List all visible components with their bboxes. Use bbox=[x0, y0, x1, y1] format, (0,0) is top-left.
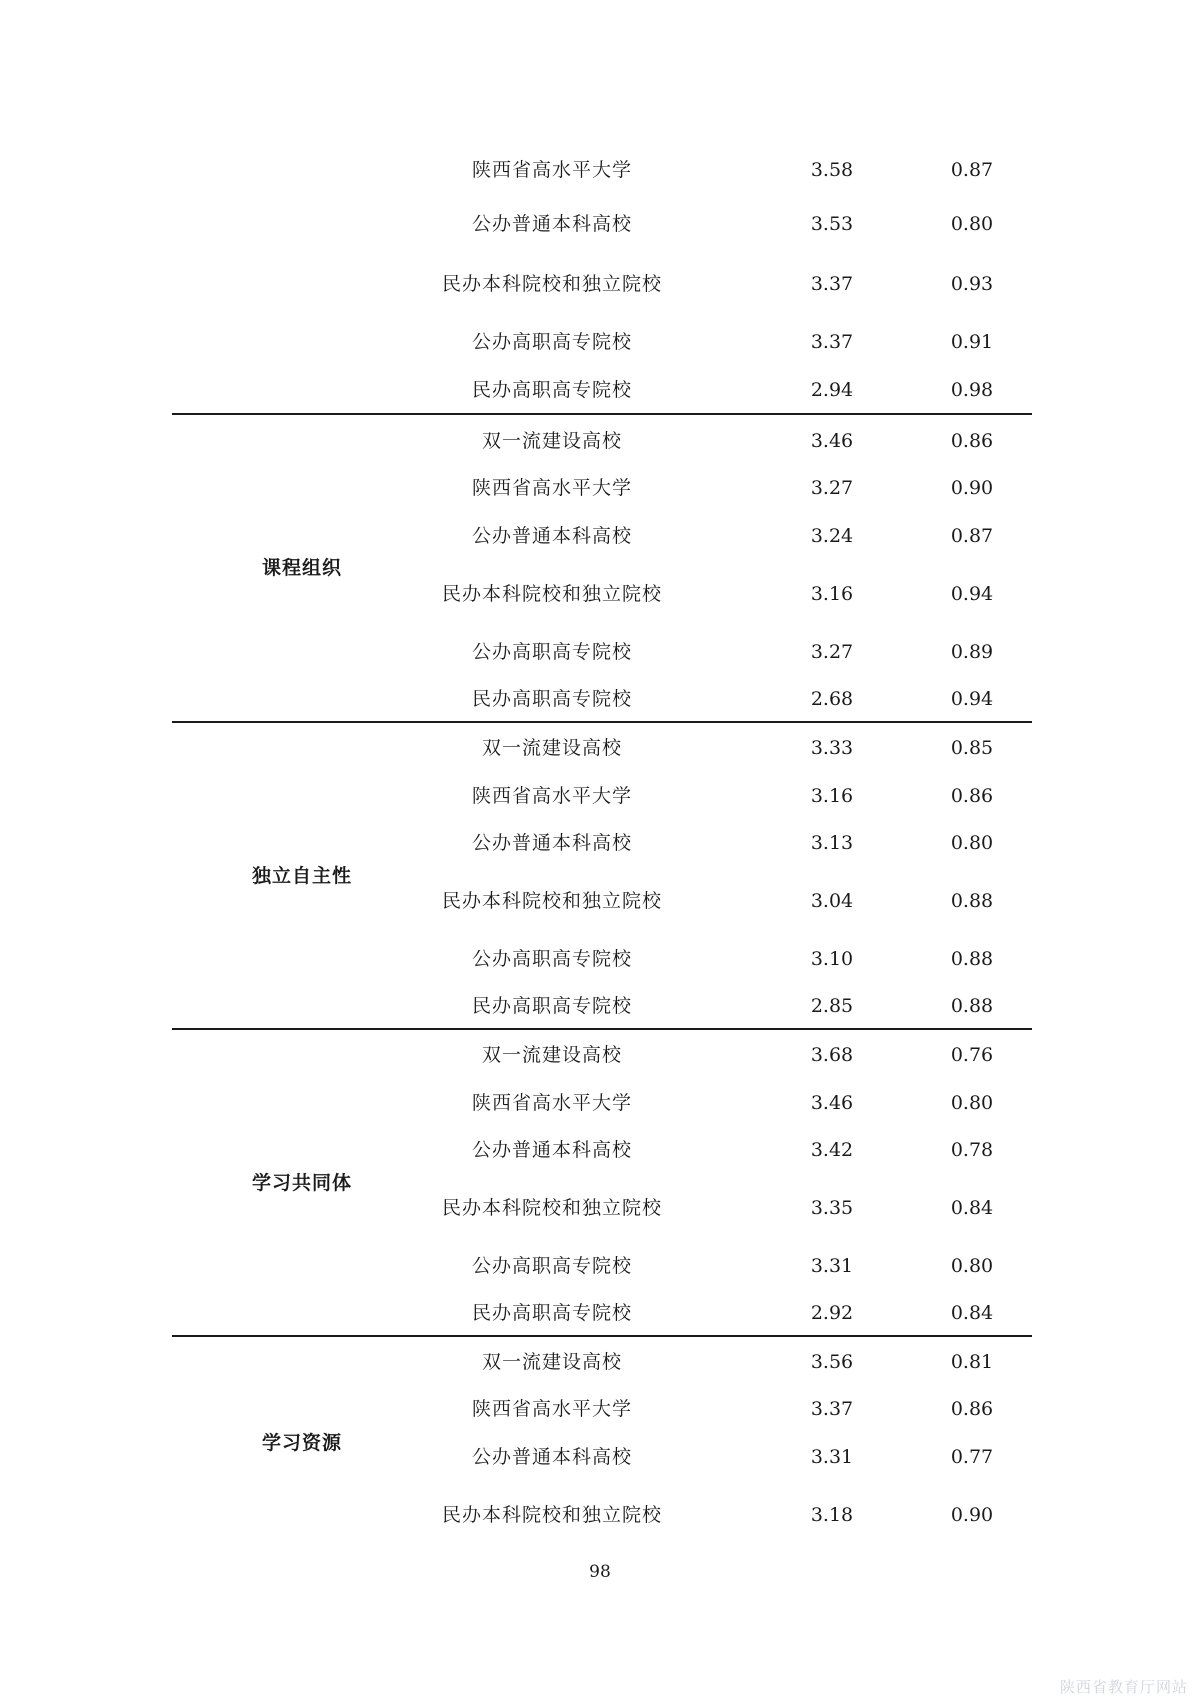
mean-cell: 3.56 bbox=[810, 1351, 854, 1373]
school-type-cell: 民办高职高专院校 bbox=[471, 1302, 632, 1324]
site-watermark: 陕西省教育厅网站 bbox=[1059, 1678, 1188, 1696]
mean-cell: 3.46 bbox=[810, 430, 854, 452]
school-type-cell: 陕西省高水平大学 bbox=[471, 159, 632, 181]
sd-cell: 0.84 bbox=[950, 1197, 994, 1219]
sd-cell: 0.87 bbox=[950, 525, 994, 547]
sd-cell: 0.90 bbox=[950, 1504, 994, 1526]
table-row bbox=[172, 823, 1032, 863]
mean-cell: 3.58 bbox=[810, 159, 854, 181]
table-row bbox=[172, 150, 1032, 190]
sd-cell: 0.86 bbox=[950, 785, 994, 807]
table-row bbox=[172, 728, 1032, 768]
table-row bbox=[172, 1083, 1032, 1123]
school-type-cell: 民办本科院校和独立院校 bbox=[441, 273, 662, 295]
school-type-cell: 陕西省高水平大学 bbox=[471, 785, 632, 807]
table-row bbox=[172, 679, 1032, 719]
mean-cell: 3.13 bbox=[810, 832, 854, 854]
sd-cell: 0.94 bbox=[950, 688, 994, 710]
category-label: 学习共同体 bbox=[251, 1172, 352, 1194]
table-row bbox=[172, 939, 1032, 979]
table-row bbox=[172, 421, 1032, 461]
table-row bbox=[172, 1130, 1032, 1170]
table-row bbox=[172, 1437, 1032, 1477]
table-row bbox=[172, 322, 1032, 362]
table-row bbox=[172, 1342, 1032, 1382]
mean-cell: 3.46 bbox=[810, 1092, 854, 1114]
school-type-cell: 公办普通本科高校 bbox=[471, 1446, 632, 1468]
sd-cell: 0.86 bbox=[950, 430, 994, 452]
page-number: 98 bbox=[589, 1562, 611, 1582]
category-label: 独立自主性 bbox=[251, 865, 352, 887]
mean-cell: 2.92 bbox=[810, 1302, 854, 1324]
school-type-cell: 民办高职高专院校 bbox=[471, 379, 632, 401]
group-divider bbox=[172, 413, 1032, 415]
table-row bbox=[172, 204, 1032, 244]
mean-cell: 2.85 bbox=[810, 995, 854, 1017]
mean-cell: 3.42 bbox=[810, 1139, 854, 1161]
school-type-cell: 陕西省高水平大学 bbox=[471, 477, 632, 499]
table-row bbox=[172, 574, 1032, 614]
table-row bbox=[172, 264, 1032, 304]
mean-cell: 3.53 bbox=[810, 213, 854, 235]
sd-cell: 0.94 bbox=[950, 583, 994, 605]
sd-cell: 0.88 bbox=[950, 995, 994, 1017]
school-type-cell: 民办本科院校和独立院校 bbox=[441, 890, 662, 912]
mean-cell: 3.37 bbox=[810, 331, 854, 353]
mean-cell: 3.31 bbox=[810, 1255, 854, 1277]
table-row bbox=[172, 776, 1032, 816]
mean-cell: 3.18 bbox=[810, 1504, 854, 1526]
mean-cell: 3.27 bbox=[810, 477, 854, 499]
mean-cell: 2.68 bbox=[810, 688, 854, 710]
sd-cell: 0.78 bbox=[950, 1139, 994, 1161]
sd-cell: 0.84 bbox=[950, 1302, 994, 1324]
school-type-cell: 公办高职高专院校 bbox=[471, 331, 632, 353]
school-type-cell: 公办普通本科高校 bbox=[471, 213, 632, 235]
school-type-cell: 民办高职高专院校 bbox=[471, 995, 632, 1017]
sd-cell: 0.89 bbox=[950, 641, 994, 663]
school-type-cell: 公办普通本科高校 bbox=[471, 1139, 632, 1161]
school-type-cell: 双一流建设高校 bbox=[481, 1351, 622, 1373]
mean-cell: 3.04 bbox=[810, 890, 854, 912]
table-row bbox=[172, 1188, 1032, 1228]
table-row bbox=[172, 468, 1032, 508]
sd-cell: 0.90 bbox=[950, 477, 994, 499]
school-type-cell: 公办普通本科高校 bbox=[471, 525, 632, 547]
mean-cell: 3.68 bbox=[810, 1044, 854, 1066]
sd-cell: 0.80 bbox=[950, 213, 994, 235]
mean-cell: 3.16 bbox=[810, 785, 854, 807]
mean-cell: 3.37 bbox=[810, 1398, 854, 1420]
school-type-cell: 双一流建设高校 bbox=[481, 1044, 622, 1066]
category-label: 课程组织 bbox=[261, 557, 342, 579]
table-row bbox=[172, 1293, 1032, 1333]
sd-cell: 0.80 bbox=[950, 1092, 994, 1114]
mean-cell: 3.33 bbox=[810, 737, 854, 759]
mean-cell: 3.31 bbox=[810, 1446, 854, 1468]
school-type-cell: 陕西省高水平大学 bbox=[471, 1092, 632, 1114]
sd-cell: 0.88 bbox=[950, 948, 994, 970]
school-type-cell: 双一流建设高校 bbox=[481, 430, 622, 452]
sd-cell: 0.98 bbox=[950, 379, 994, 401]
table-row bbox=[172, 1035, 1032, 1075]
sd-cell: 0.81 bbox=[950, 1351, 994, 1373]
school-type-cell: 公办普通本科高校 bbox=[471, 832, 632, 854]
mean-cell: 3.27 bbox=[810, 641, 854, 663]
sd-cell: 0.80 bbox=[950, 832, 994, 854]
school-type-cell: 公办高职高专院校 bbox=[471, 948, 632, 970]
table-row bbox=[172, 1495, 1032, 1535]
category-label: 学习资源 bbox=[261, 1432, 342, 1454]
school-type-cell: 民办高职高专院校 bbox=[471, 688, 632, 710]
sd-cell: 0.87 bbox=[950, 159, 994, 181]
table-row bbox=[172, 986, 1032, 1026]
school-type-cell: 民办本科院校和独立院校 bbox=[441, 1504, 662, 1526]
mean-cell: 3.10 bbox=[810, 948, 854, 970]
table-row bbox=[172, 881, 1032, 921]
sd-cell: 0.77 bbox=[950, 1446, 994, 1468]
group-divider bbox=[172, 721, 1032, 723]
school-type-cell: 民办本科院校和独立院校 bbox=[441, 1197, 662, 1219]
table-row bbox=[172, 516, 1032, 556]
mean-cell: 3.35 bbox=[810, 1197, 854, 1219]
sd-cell: 0.85 bbox=[950, 737, 994, 759]
school-type-cell: 双一流建设高校 bbox=[481, 737, 622, 759]
mean-cell: 3.16 bbox=[810, 583, 854, 605]
sd-cell: 0.76 bbox=[950, 1044, 994, 1066]
table-row bbox=[172, 1246, 1032, 1286]
table-row bbox=[172, 632, 1032, 672]
school-type-cell: 民办本科院校和独立院校 bbox=[441, 583, 662, 605]
group-divider bbox=[172, 1028, 1032, 1030]
sd-cell: 0.88 bbox=[950, 890, 994, 912]
sd-cell: 0.86 bbox=[950, 1398, 994, 1420]
mean-cell: 3.24 bbox=[810, 525, 854, 547]
school-type-cell: 公办高职高专院校 bbox=[471, 1255, 632, 1277]
school-type-cell: 公办高职高专院校 bbox=[471, 641, 632, 663]
mean-cell: 2.94 bbox=[810, 379, 854, 401]
sd-cell: 0.93 bbox=[950, 273, 994, 295]
table-row bbox=[172, 370, 1032, 410]
sd-cell: 0.80 bbox=[950, 1255, 994, 1277]
table-row bbox=[172, 1389, 1032, 1429]
mean-cell: 3.37 bbox=[810, 273, 854, 295]
sd-cell: 0.91 bbox=[950, 331, 994, 353]
school-type-cell: 陕西省高水平大学 bbox=[471, 1398, 632, 1420]
group-divider bbox=[172, 1335, 1032, 1337]
